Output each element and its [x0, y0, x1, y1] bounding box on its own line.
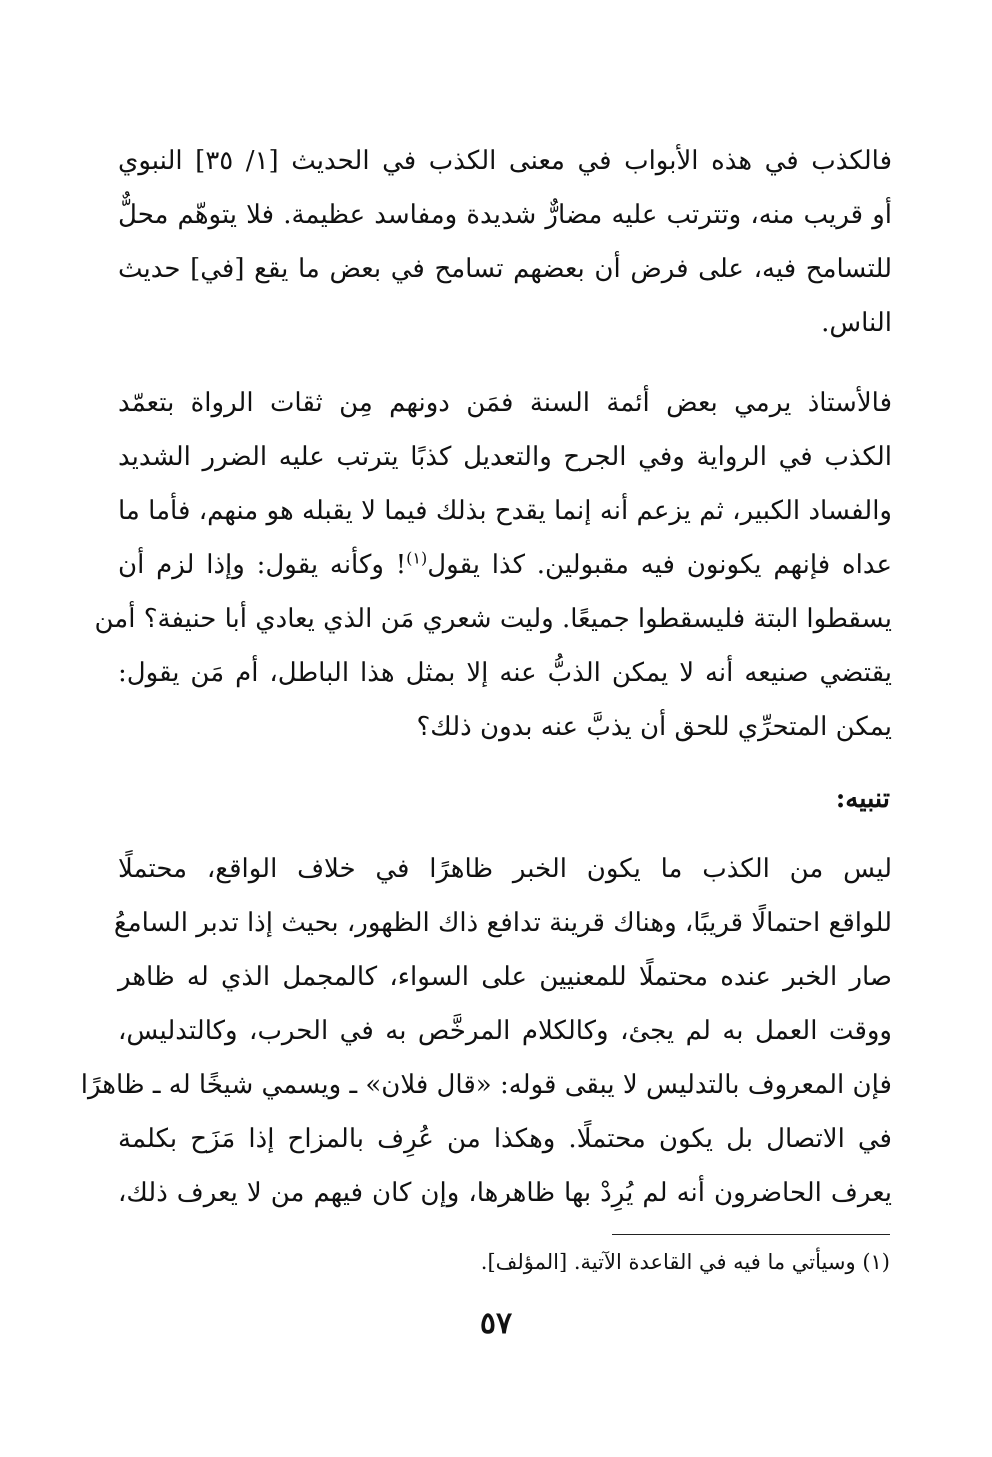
text-line: ووقت العمل به لم يجئ، وكالكلام المرخَّص به في الحرب، وكالتدليس، — [118, 1016, 892, 1046]
section-heading: تنبيه: — [835, 784, 890, 814]
text-line: يقتضي صنيعه أنه لا يمكن الذبُّ عنه إلا بمثل هذا الباطل، أم مَن يقول: — [118, 658, 892, 688]
text-line: ليس من الكذب ما يكون الخبر ظاهرًا في خلاف الواقع، محتملًا — [118, 854, 892, 884]
footnote — [481, 1244, 890, 1280]
text-line: للتسامح فيه، على فرض أن بعضهم تسامح في بعض ما يقع [في] حديث — [118, 254, 892, 284]
text-line: فإن المعروف بالتدليس لا يبقى قوله: «قال فلان» ـ ويسمي شيخًا له ـ ظاهرًا — [80, 1070, 892, 1100]
text-line: الناس. — [821, 308, 892, 338]
text-line: صار الخبر عنده محتملًا للمعنيين على السواء، كالمجمل الذي له ظاهر — [118, 962, 892, 992]
text-line: فالكذب في هذه الأبواب في معنى الكذب في الحديث [١/ ٣٥] النبوي — [118, 146, 892, 176]
page-body — [80, 128, 892, 1220]
text-segment: ! وكأنه يقول: وإذا لزم أن — [118, 550, 407, 580]
text-line-with-footnote — [118, 538, 892, 592]
text-line: يسقطوا البتة فليسقطوا جميعًا. وليت شعري مَن الذي يعادي أبا حنيفة؟ أمن — [94, 604, 892, 634]
text-line: والفساد الكبير، ثم يزعم أنه إنما يقدح بذلك فيما لا يقبله هو منهم، فأما ما — [118, 496, 892, 526]
footnote-reference[interactable]: (١) — [406, 548, 428, 568]
text-segment: عداه فإنهم يكونون فيه مقبولين. كذا يقول — [427, 550, 892, 580]
text-line: أو قريب منه، وتترتب عليه مضارٌّ شديدة ومفاسد عظيمة. فلا يتوهّم محلٌّ — [118, 200, 892, 230]
text-line: للواقع احتمالًا قريبًا، وهناك قرينة تدافع ذاك الظهور، بحيث إذا تدبر السامعُ — [113, 908, 892, 938]
text-line: في الاتصال بل يكون محتملًا. وهكذا من عُرِف بالمزاح إذا مَزَح بكلمة — [118, 1124, 892, 1154]
footnote-text: وسيأتي ما فيه في القاعدة الآتية. [المؤلف]. — [480, 1250, 856, 1274]
text-line: فالأستاذ يرمي بعض أئمة السنة فمَن دونهم مِن ثقات الرواة بتعمّد — [118, 388, 892, 418]
paragraph-1 — [118, 134, 892, 350]
page-number: ٥٧ — [479, 1306, 513, 1341]
footnote-marker: (١) — [862, 1250, 890, 1274]
footnote-divider — [612, 1234, 890, 1235]
text-line: الكذب في الرواية وفي الجرح والتعديل كذبًا يترتب عليه الضرر الشديد — [118, 442, 892, 472]
text-line: يعرف الحاضرون أنه لم يُرِدْ بها ظاهرها، وإن كان فيهم من لا يعرف ذلك، — [118, 1178, 892, 1208]
paragraph-2 — [94, 376, 892, 754]
paragraph-3 — [80, 842, 892, 1220]
text-line: يمكن المتحرِّي للحق أن يذبَّ عنه بدون ذلك؟ — [416, 712, 892, 742]
